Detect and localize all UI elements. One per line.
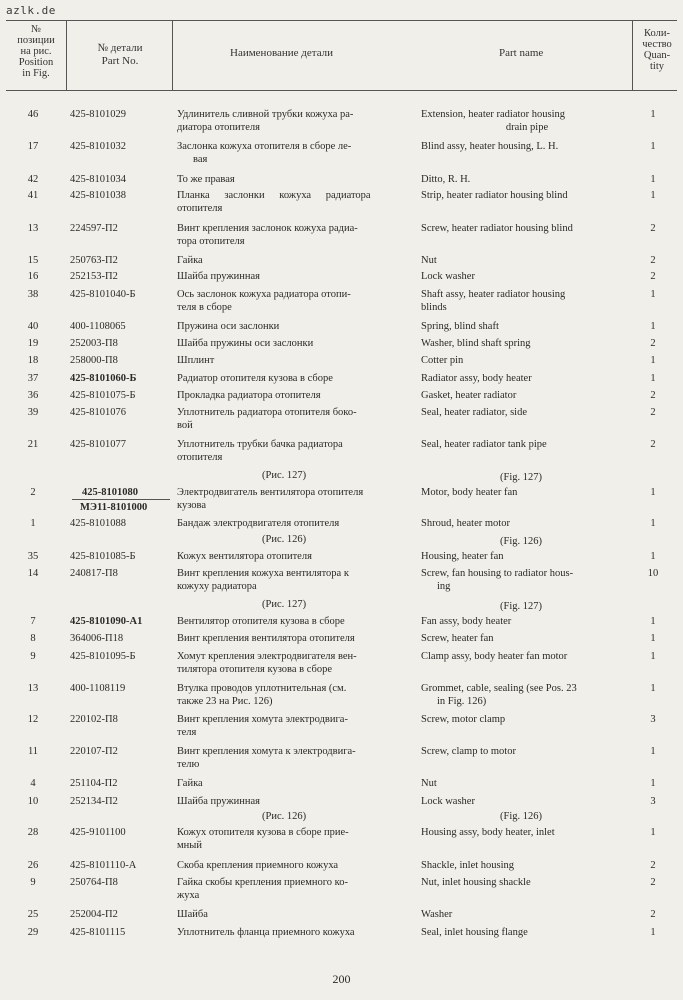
row-part-number: 425-8101110-А [70,860,137,871]
row-position: 16 [27,271,39,282]
header-name-en: Part name [499,47,544,59]
row-position: 38 [27,289,39,300]
row-position: 29 [27,927,39,938]
row-name-en: Shackle, inlet housing [421,860,515,871]
row-name-ru: Гайка скобы крепления приемного ко- жуха [177,877,348,901]
figure-reference-en: (Fig. 126) [500,536,542,547]
row-name-en: Washer, blind shaft spring [421,338,531,349]
row-position: 26 [27,860,39,871]
row-quantity: 1 [650,778,656,789]
row-position: 42 [27,174,39,185]
row-name-ru: Кожух отопителя кузова в сборе прие- мный [177,827,349,851]
row-name-ru: Хомут крепления электродвигателя вен- тилятора отопителя кузова в сборе [177,651,357,675]
row-name-en: Seal, heater radiator, side [421,407,527,418]
row-name-ru: Скоба крепления приемного кожуха [177,860,339,871]
figure-reference-en: (Fig. 127) [500,601,542,612]
row-part-number: 251104-П2 [70,778,118,789]
row-part-number: 425-8101085-Б [70,551,136,562]
row-part-number: 425-8101095-Б [70,651,136,662]
row-quantity: 1 [650,190,656,201]
row-part-number: 252153-П2 [70,271,118,282]
table-header-border [6,90,677,91]
page-number: 200 [332,972,351,986]
row-name-ru: Уплотнитель радиатора отопителя боко- вой [177,407,357,431]
row-name-en: Washer [421,909,453,920]
row-name-ru: Винт крепления кожуха вентилятора к кожуху радиатора [177,568,349,592]
row-quantity: 2 [650,338,656,349]
row-position: 8 [30,633,36,644]
row-position: 28 [27,827,39,838]
row-part-number: 400-1108119 [70,683,126,694]
row-part-number: 425-9101100 [70,827,126,838]
figure-reference-ru: (Рис. 126) [262,534,307,545]
row-part-number: 425-8101076 [70,407,126,418]
row-name-ru: Прокладка радиатора отопителя [177,390,321,401]
row-name-en: Screw, clamp to motor [421,746,516,757]
row-name-ru: Шайба пружины оси заслонки [177,338,314,349]
row-quantity: 2 [650,909,656,920]
row-part-number: 425-8101032 [70,141,126,152]
row-name-en: Fan assy, body heater [421,616,512,627]
row-quantity: 1 [650,518,656,529]
row-name-en: Strip, heater radiator housing blind [421,190,568,201]
row-part-number: 425-8101038 [70,190,126,201]
row-quantity: 1 [650,927,656,938]
row-part-number: 425-8101090-А1 [70,616,143,627]
row-part-number: 425-8101029 [70,109,126,120]
row-quantity: 2 [650,223,656,234]
row-position: 19 [27,338,39,349]
row-part-number: 425-8101060-Б [70,373,137,384]
row-part-number: 250764-П8 [70,877,118,888]
header-name-ru: Наименование детали [230,47,334,59]
row-quantity: 10 [647,568,659,579]
row-position: 9 [30,877,36,888]
row-name-ru: Шайба пружинная [177,796,260,807]
row-position: 41 [27,190,39,201]
figure-reference-en: (Fig. 127) [500,472,542,483]
row-part-number: 220107-П2 [70,746,118,757]
row-position: 12 [27,714,39,725]
row-name-ru: Гайка [177,778,203,789]
row-name-en: Screw, fan housing to radiator hous- ing [421,568,574,592]
row-position: 46 [27,109,39,120]
row-name-en: Lock washer [421,271,475,282]
column-divider [66,20,67,90]
figure-reference-en: (Fig. 126) [500,811,542,822]
row-part-number: 364006-П18 [70,633,124,644]
row-name-en: Shaft assy, heater radiator housing blinds [421,289,566,313]
row-part-number: 425-8101115 [70,927,126,938]
row-quantity: 2 [650,390,656,401]
row-name-en: Nut, inlet housing shackle [421,877,531,888]
row-part-number: 250763-П2 [70,255,118,266]
row-position: 15 [27,255,39,266]
row-name-en: Blind assy, heater housing, L. H. [421,141,559,152]
row-name-en: Extension, heater radiator housing drain pipe [421,109,566,133]
header-position: № позиции на рис. Position in Fig. [17,24,55,79]
column-divider [172,20,173,90]
row-name-en: Ditto, R. H. [421,174,471,185]
figure-reference-ru: (Рис. 127) [262,470,307,481]
row-quantity: 1 [650,355,656,366]
row-quantity: 1 [650,109,656,120]
row-name-ru: Кожух вентилятора отопителя [177,551,312,562]
row-name-ru: Электродвигатель вентилятора отопителя кузова [177,487,364,511]
row-part-number: 252134-П2 [70,796,118,807]
row-quantity: 2 [650,255,656,266]
row-name-en: Housing assy, body heater, inlet [421,827,555,838]
row-position: 13 [27,683,39,694]
row-name-ru: Удлинитель сливной трубки кожуха ра- диатора отопителя [177,109,354,133]
row-name-en: Grommet, cable, sealing (see Pos. 23 in Fig. 126) [421,683,577,707]
row-name-en: Motor, body heater fan [421,487,518,498]
row-part-number: 425-8101077 [70,439,126,450]
row-name-ru: Винт крепления хомута электродвига- теля [177,714,348,738]
row-position: 7 [30,616,36,627]
row-part-number: 220102-П8 [70,714,118,725]
row-position: 35 [27,551,39,562]
column-divider [632,20,633,90]
row-name-en: Spring, blind shaft [421,321,499,332]
row-part-number: 425-8101034 [70,174,126,185]
row-part-number: 252004-П2 [70,909,118,920]
row-part-number: 400-1108065 [70,321,126,332]
row-name-en: Seal, heater radiator tank pipe [421,439,547,450]
row-quantity: 2 [650,271,656,282]
row-position: 17 [27,141,39,152]
row-position: 25 [27,909,39,920]
figure-reference-ru: (Рис. 127) [262,599,307,610]
header-part-number: № детали Part No. [97,42,143,67]
row-name-ru: Радиатор отопителя кузова в сборе [177,373,333,384]
row-name-ru: То же правая [177,174,235,185]
row-position: 2 [30,487,36,498]
row-name-ru: Вентилятор отопителя кузова в сборе [177,616,345,627]
row-name-en: Radiator assy, body heater [421,373,532,384]
row-quantity: 1 [650,746,656,757]
row-position: 14 [27,568,39,579]
row-name-ru: Винт крепления хомута к электродвига- телю [177,746,356,770]
row-part-number: 425-8101075-Б [70,390,136,401]
row-part-number: 252003-П8 [70,338,118,349]
row-name-en: Clamp assy, body heater fan motor [421,651,568,662]
row-quantity: 1 [650,633,656,644]
row-name-ru: Втулка проводов уплотнительная (см. также 23 на Рис. 126) [177,683,347,707]
row-name-ru: Винт крепления заслонок кожуха радиа- тора отопителя [177,223,358,247]
row-position: 4 [30,778,36,789]
row-name-en: Cotter pin [421,355,464,366]
row-quantity: 2 [650,877,656,888]
header-quantity: Коли- чество Quan- tity [642,28,672,72]
row-name-ru: Заслонка кожуха отопителя в сборе ле- вая [177,141,352,165]
row-name-ru: Гайка [177,255,203,266]
row-name-ru: Уплотнитель трубки бачка радиатора отопителя [177,439,343,463]
row-quantity: 1 [650,551,656,562]
row-name-en: Screw, motor clamp [421,714,506,725]
row-name-en: Screw, heater radiator housing blind [421,223,573,234]
table-top-border [6,20,677,21]
row-quantity: 1 [650,487,656,498]
row-part-number: 258000-П8 [70,355,118,366]
row-name-ru: Планка заслонки кожуха радиатора отопителя [177,190,371,214]
row-position: 36 [27,390,39,401]
row-part-number: 425-8101088 [70,518,126,529]
row-name-ru: Шайба пружинная [177,271,260,282]
row-position: 1 [30,518,36,529]
row-position: 21 [27,439,39,450]
row-quantity: 2 [650,860,656,871]
row-part-number: 240817-П8 [70,568,118,579]
row-quantity: 3 [650,714,656,725]
row-name-en: Seal, inlet housing flange [421,927,528,938]
row-position: 10 [27,796,39,807]
row-name-ru: Бандаж электродвигателя отопителя [177,518,340,529]
row-quantity: 1 [650,174,656,185]
row-part-number: 425-8101080 МЭ11-8101000 [70,486,175,514]
row-quantity: 2 [650,439,656,450]
row-name-ru: Шплинт [177,355,215,366]
row-name-en: Housing, heater fan [421,551,504,562]
row-name-en: Nut [421,255,437,266]
row-name-en: Screw, heater fan [421,633,494,644]
row-name-ru: Шайба [177,909,208,920]
figure-reference-ru: (Рис. 126) [262,811,307,822]
row-part-number: 224597-П2 [70,223,118,234]
row-quantity: 1 [650,141,656,152]
row-name-en: Lock washer [421,796,475,807]
row-quantity: 2 [650,407,656,418]
row-position: 18 [27,355,39,366]
row-name-ru: Уплотнитель фланца приемного кожуха [177,927,355,938]
row-quantity: 1 [650,827,656,838]
row-position: 9 [30,651,36,662]
row-name-ru: Пружина оси заслонки [177,321,280,332]
row-quantity: 1 [650,373,656,384]
row-quantity: 1 [650,683,656,694]
row-position: 39 [27,407,39,418]
row-position: 11 [27,746,39,757]
row-quantity: 1 [650,289,656,300]
row-quantity: 1 [650,651,656,662]
row-position: 13 [27,223,39,234]
row-name-ru: Винт крепления вентилятора отопителя [177,633,355,644]
row-quantity: 3 [650,796,656,807]
row-name-en: Nut [421,778,437,789]
row-name-en: Gasket, heater radiator [421,390,517,401]
row-part-number: 425-8101040-Б [70,289,136,300]
row-quantity: 1 [650,321,656,332]
row-name-en: Shroud, heater motor [421,518,510,529]
row-position: 40 [27,321,39,332]
row-position: 37 [27,373,39,384]
watermark: azlk.de [6,4,56,17]
row-quantity: 1 [650,616,656,627]
row-name-ru: Ось заслонок кожуха радиатора отопи- теля в сборе [177,289,351,313]
